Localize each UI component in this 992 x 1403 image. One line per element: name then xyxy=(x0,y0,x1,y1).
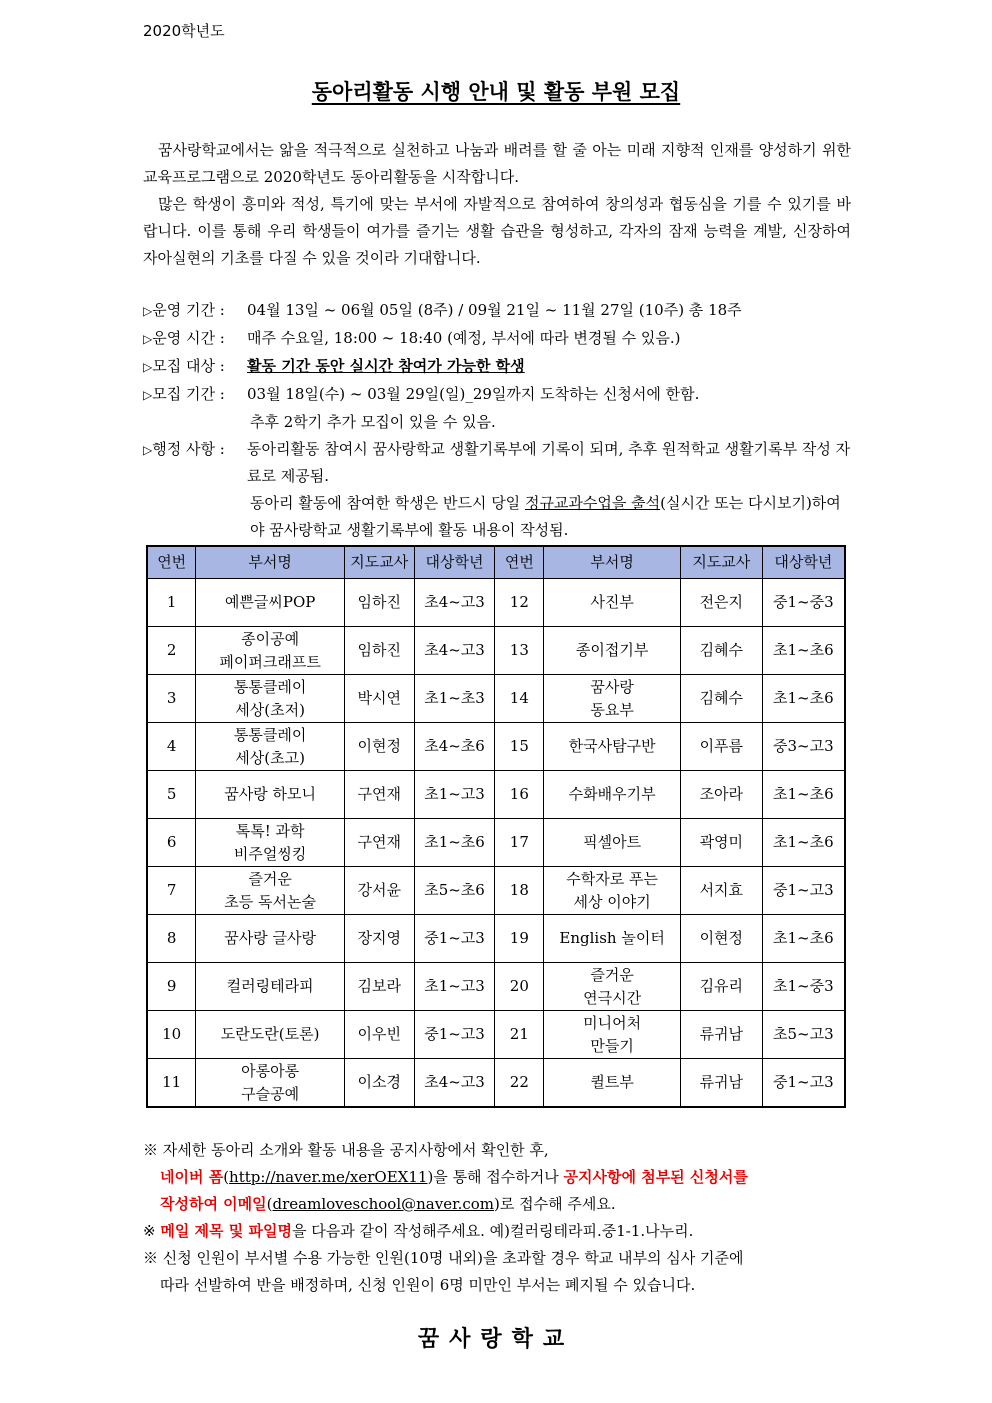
column-header: 대상학년 xyxy=(414,546,495,579)
admin-value-2 xyxy=(143,490,851,544)
teacher: 김유리 xyxy=(680,963,762,1011)
info-row-admin xyxy=(143,436,851,490)
club-name xyxy=(544,867,681,915)
info-label-recruit xyxy=(143,381,247,409)
teacher: 서지효 xyxy=(680,867,762,915)
email-link[interactable]: dreamloveschool@naver.com xyxy=(272,1195,495,1213)
info-row-period xyxy=(143,297,851,325)
club-name xyxy=(544,1059,681,1108)
column-header: 지도교사 xyxy=(680,546,762,579)
info-label-admin xyxy=(143,436,247,490)
target-grade: 초4~고3 xyxy=(414,627,495,675)
club-name-line: 컬러링테라피 xyxy=(226,977,314,995)
club-name xyxy=(544,915,681,963)
club-name xyxy=(196,771,345,819)
note-3-line-2: 따라 선발하여 반을 배정하며, 신청 인원이 6명 미만인 부서는 폐지될 수 있습니다. xyxy=(160,1276,696,1294)
school-year: 2020학년도 xyxy=(143,22,225,40)
notes-section xyxy=(143,1137,855,1299)
note-2-text: 을 다음과 같이 작성해주세요. 예)컬러링테라피.중1-1.나누리. xyxy=(291,1222,694,1240)
teacher: 강서윤 xyxy=(344,867,414,915)
club-name-line: 픽셀아트 xyxy=(583,833,642,851)
club-name-line: 수학자로 푸는 xyxy=(566,869,658,888)
column-header: 연번 xyxy=(495,546,544,579)
note-1-line-1 xyxy=(143,1137,855,1164)
note-1-line-2 xyxy=(143,1164,855,1191)
teacher: 류귀남 xyxy=(680,1059,762,1108)
club-name-line: English 놀이터 xyxy=(559,929,665,947)
row-number: 6 xyxy=(147,819,196,867)
column-header: 부서명 xyxy=(196,546,345,579)
club-name-line: 비주얼씽킹 xyxy=(233,844,307,863)
target-grade: 초4~고3 xyxy=(414,579,495,627)
club-name xyxy=(196,963,345,1011)
teacher: 구연재 xyxy=(344,771,414,819)
teacher: 장지영 xyxy=(344,915,414,963)
club-name xyxy=(544,723,681,771)
target-grade: 초1~초6 xyxy=(762,819,845,867)
write-email-text: 작성하여 이메일 xyxy=(160,1195,267,1213)
table-row xyxy=(147,675,845,723)
club-name-line: 꿈사랑 하모니 xyxy=(224,785,316,803)
target-grade: 초4~고3 xyxy=(414,1059,495,1108)
admin-text-b: (실시간 또는 다시보기)하여야 꿈사랑학교 생활기록부에 활동 내용이 작성됨. xyxy=(250,494,841,539)
admin-label: 행정 사항 : xyxy=(152,440,225,458)
row-number: 2 xyxy=(147,627,196,675)
club-name-line: 꿈사랑 xyxy=(590,677,634,696)
time-value: 매주 수요일, 18:00 ~ 18:40 (예정, 부서에 따라 변경될 수 있음.) xyxy=(247,329,681,347)
row-number: 18 xyxy=(495,867,544,915)
club-name xyxy=(544,675,681,723)
target-grade: 초1~초6 xyxy=(762,771,845,819)
info-row-target xyxy=(143,353,851,381)
club-name-line: 즐거운 xyxy=(248,869,292,888)
club-name-line: 종이접기부 xyxy=(575,641,649,659)
row-number: 13 xyxy=(495,627,544,675)
table-row xyxy=(147,771,845,819)
admin-text-a: 동아리 활동에 참여한 학생은 반드시 당일 xyxy=(250,494,525,512)
club-name-line: 페이퍼크래프트 xyxy=(219,652,321,671)
row-number: 12 xyxy=(495,579,544,627)
row-number: 15 xyxy=(495,723,544,771)
club-name-line: 구슬공예 xyxy=(241,1084,300,1103)
reference-mark: ※ xyxy=(143,1249,159,1267)
club-name xyxy=(544,579,681,627)
paren-open: ( xyxy=(223,1168,230,1186)
row-number: 17 xyxy=(495,819,544,867)
table-body xyxy=(147,579,845,1108)
club-name xyxy=(544,771,681,819)
recruit-label: 모집 기간 : xyxy=(152,385,225,403)
arrow-icon: ▷ xyxy=(143,332,153,346)
target-grade: 중1~중3 xyxy=(762,579,845,627)
teacher: 박시연 xyxy=(344,675,414,723)
page-title-text: 동아리활동 시행 안내 및 활동 부원 모집 xyxy=(311,79,681,104)
target-grade: 중1~고3 xyxy=(762,1059,845,1108)
row-number: 21 xyxy=(495,1011,544,1059)
intro-paragraph-1: 꿈사랑학교에서는 앎을 적극적으로 실천하고 나눔과 배려를 할 줄 아는 미래 지향적 인재를 양성하기 위한 교육프로그램으로 2020학년도 동아리활동을 시작합니다. xyxy=(143,141,851,186)
club-name-line: 세상(초고) xyxy=(235,748,305,767)
teacher: 임하진 xyxy=(344,627,414,675)
club-name xyxy=(196,1011,345,1059)
admin-value-1: 동아리활동 참여시 꿈사랑학교 생활기록부에 기록이 되며, 추후 원적학교 생활기록부 작성 자료로 제공됨. xyxy=(247,440,851,485)
club-name xyxy=(544,1011,681,1059)
club-name-line: 세상(초저) xyxy=(235,700,305,719)
target-grade: 초1~중3 xyxy=(762,963,845,1011)
teacher: 이푸름 xyxy=(680,723,762,771)
mail-title-label: 메일 제목 및 파일명 xyxy=(160,1222,292,1240)
club-name xyxy=(196,867,345,915)
row-number: 5 xyxy=(147,771,196,819)
info-section xyxy=(143,297,851,544)
club-name xyxy=(196,675,345,723)
club-name-line: 만들기 xyxy=(590,1036,634,1055)
note-1-mid-text: )을 통해 접수하거나 xyxy=(427,1168,564,1186)
table-row xyxy=(147,915,845,963)
column-header: 연번 xyxy=(147,546,196,579)
row-number: 7 xyxy=(147,867,196,915)
teacher: 이현정 xyxy=(680,915,762,963)
table-row xyxy=(147,1059,845,1108)
page-title xyxy=(0,76,992,106)
arrow-icon: ▷ xyxy=(143,388,153,402)
club-name xyxy=(196,1059,345,1108)
target-grade: 초1~초6 xyxy=(762,675,845,723)
note-3-text-1: 신청 인원이 부서별 수용 가능한 인원(10명 내외)을 초과할 경우 학교 내부의 심사 기준에 xyxy=(162,1249,744,1267)
note-3-line-1 xyxy=(143,1245,855,1272)
club-name-line: 톡톡! 과학 xyxy=(235,821,305,840)
teacher: 이현정 xyxy=(344,723,414,771)
note-1-line-3 xyxy=(143,1191,855,1218)
row-number: 9 xyxy=(147,963,196,1011)
teacher: 이소경 xyxy=(344,1059,414,1108)
row-number: 19 xyxy=(495,915,544,963)
period-label: 운영 기간 : xyxy=(152,301,225,319)
row-number: 1 xyxy=(147,579,196,627)
club-name-line: 동요부 xyxy=(590,700,634,719)
period-value: 04월 13일 ~ 06월 05일 (8주) / 09월 21일 ~ 11월 27일 (10주) 총 18주 xyxy=(247,301,742,319)
club-name xyxy=(196,579,345,627)
club-table xyxy=(146,545,846,1108)
info-label-target xyxy=(143,353,247,381)
club-name xyxy=(544,627,681,675)
club-name-line: 도란도란(토론) xyxy=(220,1025,320,1043)
target-grade: 초5~초6 xyxy=(414,867,495,915)
teacher: 임하진 xyxy=(344,579,414,627)
column-header: 지도교사 xyxy=(344,546,414,579)
row-number: 22 xyxy=(495,1059,544,1108)
target-grade: 중1~고3 xyxy=(414,915,495,963)
row-number: 3 xyxy=(147,675,196,723)
target-grade: 초5~고3 xyxy=(762,1011,845,1059)
row-number: 4 xyxy=(147,723,196,771)
arrow-icon: ▷ xyxy=(143,304,153,318)
target-grade: 초4~초6 xyxy=(414,723,495,771)
row-number: 8 xyxy=(147,915,196,963)
table-row xyxy=(147,819,845,867)
teacher: 김보라 xyxy=(344,963,414,1011)
table-row xyxy=(147,1011,845,1059)
club-name-line: 사진부 xyxy=(590,593,634,611)
intro-section xyxy=(143,137,851,272)
target-grade: 초1~초6 xyxy=(762,915,845,963)
school-name-footer: 꿈사랑학교 xyxy=(417,1326,575,1352)
club-name-line: 즐거운 xyxy=(590,965,634,984)
club-name-line: 꿈사랑 글사랑 xyxy=(224,929,316,947)
table-row xyxy=(147,723,845,771)
reference-mark: ※ xyxy=(143,1141,159,1159)
reference-mark: ※ xyxy=(143,1222,156,1240)
club-name-line: 예쁜글씨POP xyxy=(224,593,316,611)
naver-form-link[interactable]: http://naver.me/xerOEX11 xyxy=(229,1168,428,1186)
teacher: 조아라 xyxy=(680,771,762,819)
note-1-text: 자세한 동아리 소개와 활동 내용을 공지사항에서 확인한 후, xyxy=(162,1141,549,1159)
club-name-line: 퀼트부 xyxy=(590,1073,634,1091)
column-header: 대상학년 xyxy=(762,546,845,579)
club-name-line: 세상 이야기 xyxy=(573,892,651,911)
arrow-icon: ▷ xyxy=(143,443,153,457)
admin-underlined: 정규교과수업을 출석 xyxy=(524,494,661,512)
intro-paragraph-2: 많은 학생이 흥미와 적성, 특기에 맞는 부서에 자발적으로 참여하여 창의성과 협동심을 기를 수 있기를 바랍니다. 이를 통해 우리 학생들이 여가를 즐기는 생활 습관을 형성하고, 각자의 잠재 능력을 계발, 신장하여 자아실현의 기초를 다질 수 있을 것이라 기대합니다. xyxy=(143,195,851,267)
row-number: 10 xyxy=(147,1011,196,1059)
note-2 xyxy=(143,1218,855,1245)
target-value-wrap xyxy=(247,353,851,381)
table-row xyxy=(147,579,845,627)
club-name xyxy=(196,819,345,867)
teacher: 구연재 xyxy=(344,819,414,867)
club-name-line: 한국사탐구반 xyxy=(568,737,656,755)
arrow-icon: ▷ xyxy=(143,360,153,374)
table-row xyxy=(147,963,845,1011)
club-name xyxy=(196,915,345,963)
teacher: 전은지 xyxy=(680,579,762,627)
target-grade: 초1~초3 xyxy=(414,675,495,723)
target-grade: 중3~고3 xyxy=(762,723,845,771)
club-name xyxy=(544,963,681,1011)
club-name-line: 연극시간 xyxy=(583,988,642,1007)
recruit-extra: 추후 2학기 추가 모집이 있을 수 있음. xyxy=(250,413,496,431)
target-grade: 초1~고3 xyxy=(414,771,495,819)
note-1-end-text: )로 접수해 주세요. xyxy=(494,1195,616,1213)
row-number: 14 xyxy=(495,675,544,723)
info-label-time xyxy=(143,325,247,353)
table-header-row xyxy=(147,546,845,579)
target-grade: 초1~고3 xyxy=(414,963,495,1011)
target-grade: 초1~초6 xyxy=(414,819,495,867)
info-row-time xyxy=(143,325,851,353)
table-row xyxy=(147,627,845,675)
paren-open: ( xyxy=(266,1195,273,1213)
target-grade: 초1~초6 xyxy=(762,627,845,675)
teacher: 김혜수 xyxy=(680,627,762,675)
club-name-line: 통통클레이 xyxy=(233,725,307,744)
row-number: 11 xyxy=(147,1059,196,1108)
club-name xyxy=(544,819,681,867)
target-value: 활동 기간 동안 실시간 참여가 가능한 학생 xyxy=(247,357,525,375)
teacher: 곽영미 xyxy=(680,819,762,867)
naver-form-label: 네이버 폼 xyxy=(160,1168,224,1186)
target-label: 모집 대상 : xyxy=(152,357,225,375)
row-number: 20 xyxy=(495,963,544,1011)
notice-attachment-text: 공지사항에 첨부된 신청서를 xyxy=(563,1168,748,1186)
info-label-period xyxy=(143,297,247,325)
teacher: 류귀남 xyxy=(680,1011,762,1059)
column-header: 부서명 xyxy=(544,546,681,579)
teacher: 이우빈 xyxy=(344,1011,414,1059)
recruit-value: 03월 18일(수) ~ 03월 29일(일)_29일까지 도착하는 신청서에 한함. xyxy=(247,385,700,403)
club-name xyxy=(196,723,345,771)
club-name-line: 아롱아롱 xyxy=(241,1061,300,1080)
table-row xyxy=(147,867,845,915)
club-name-line: 수화배우기부 xyxy=(568,785,656,803)
club-name xyxy=(196,627,345,675)
club-name-line: 초등 독서논술 xyxy=(224,892,316,911)
teacher: 김혜수 xyxy=(680,675,762,723)
target-grade: 중1~고3 xyxy=(414,1011,495,1059)
info-row-recruit xyxy=(143,381,851,409)
target-grade: 중1~고3 xyxy=(762,867,845,915)
club-name-line: 종이공예 xyxy=(241,629,300,648)
row-number: 16 xyxy=(495,771,544,819)
club-name-line: 통통클레이 xyxy=(233,677,307,696)
club-name-line: 미니어처 xyxy=(583,1013,642,1032)
time-label: 운영 시간 : xyxy=(152,329,225,347)
